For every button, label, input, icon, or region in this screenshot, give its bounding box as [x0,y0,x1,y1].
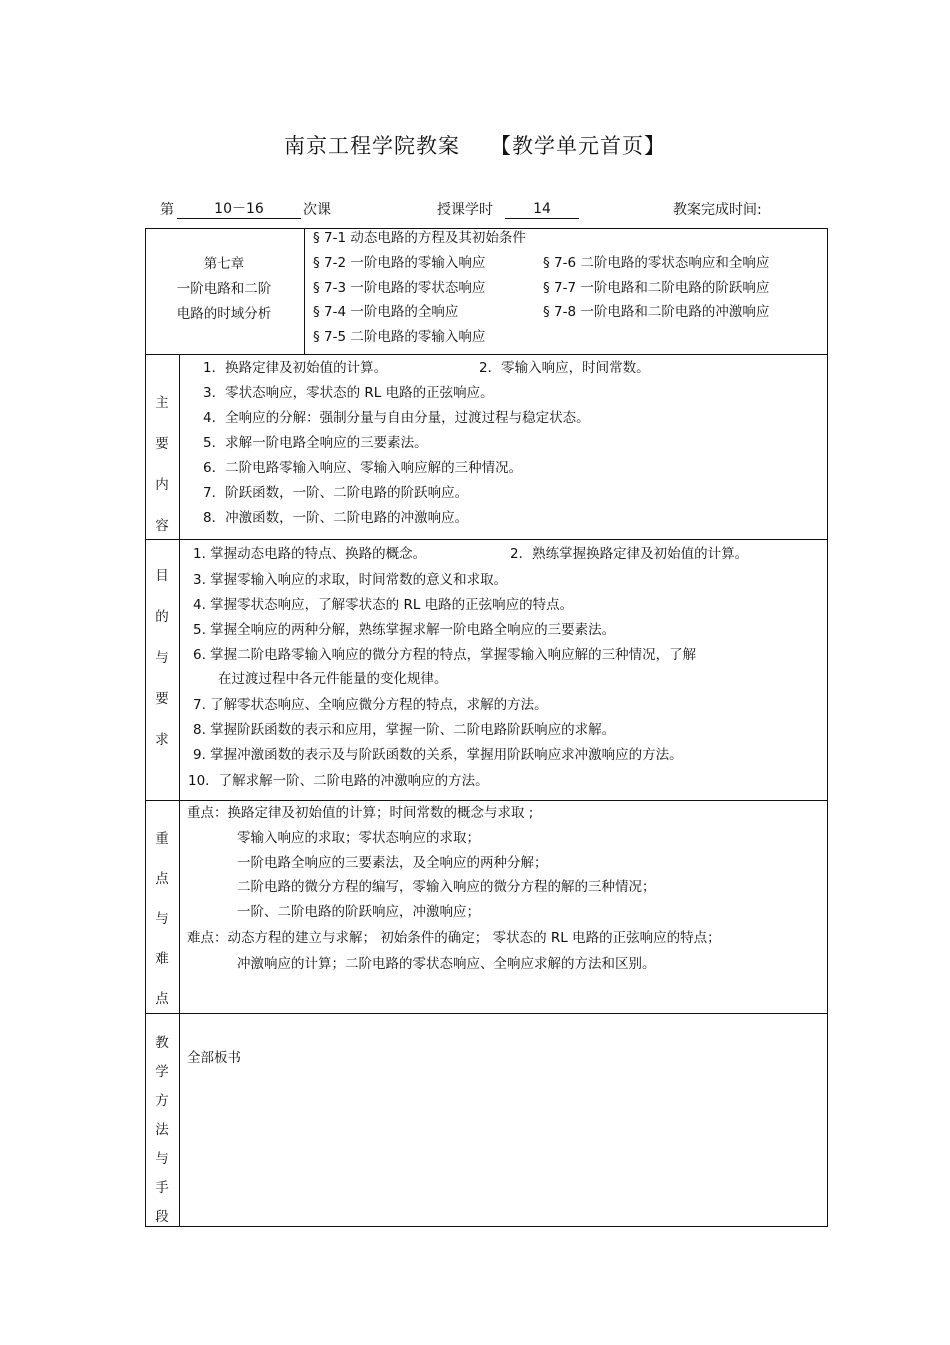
page-title [0,130,950,160]
section-item: § 7-2 一阶电路的零输入响应 [313,255,486,271]
objective-item: 6. 掌握二阶电路零输入响应的微分方程的特点，掌握零输入响应解的三种情况，了解 [193,647,697,663]
section-item: § 7-3 一阶电路的零状态响应 [313,280,486,296]
chapter-title [146,252,302,327]
section-item: § 7-8 一阶电路和二阶电路的冲激响应 [543,304,770,320]
row-divider [145,800,828,801]
completion-label: 教案完成时间: [673,202,762,218]
section-item: § 7-5 二阶电路的零输入响应 [313,329,486,345]
col-divider [304,228,305,354]
lesson-suffix: 次课 [303,202,331,218]
content-item: 1．换路定律及初始值的计算。 [203,360,388,376]
key-point-line: 零输入响应的求取；零状态响应的求取； [237,830,480,846]
hours-label: 授课学时 [437,202,493,218]
method-text: 全部板书 [187,1050,241,1066]
key-point-line: 一阶电路全响应的三要素法，及全响应的两种分解； [237,855,548,871]
hours-value-field: 14 [505,200,579,219]
objective-item: 3. 掌握零输入响应的求取，时间常数的意义和求取。 [193,572,508,588]
objective-item: 9. 掌握冲激函数的表示及与阶跃函数的关系，掌握用阶跃响应求冲激响应的方法。 [193,747,683,763]
row-divider [145,354,828,355]
content-item: 3．零状态响应，零状态的 RL 电路的正弦响应。 [203,385,494,401]
section-item: § 7-4 一阶电路的全响应 [313,304,459,320]
objective-item: 7. 了解零状态响应、全响应微分方程的特点，求解的方法。 [193,697,548,713]
content-item: 7．阶跃函数，一阶、二阶电路的阶跃响应。 [203,485,469,501]
section-item: § 7-1 动态电路的方程及其初始条件 [313,230,526,246]
key-point-line: 二阶电路的微分方程的编写，零输入响应的微分方程的解的三种情况； [237,879,656,895]
objective-item: 8. 掌握阶跃函数的表示和应用，掌握一阶、二阶电路阶跃响应的求解。 [193,722,616,738]
objective-item: 4. 掌握零状态响应，了解零状态的 RL 电路的正弦响应的特点。 [193,597,574,613]
objective-item: 2．熟练掌握换路定律及初始值的计算。 [510,546,749,562]
content-item: 8．冲激函数，一阶、二阶电路的冲激响应。 [203,510,469,526]
col-divider [179,354,180,1227]
title-sub: 【教学单元首页】 [490,134,666,158]
main-content-label: 主 要 内 容 [155,395,169,534]
objectives-label: 目 的 与 要 求 [155,568,169,748]
key-point-line: 一阶、二阶电路的阶跃响应，冲激响应； [237,904,480,920]
lesson-value-field: 10－16 [177,200,301,219]
chapter-line: 一阶电路和二阶 [176,281,272,297]
title-main: 南京工程学院教案 [284,134,460,158]
content-item: 6．二阶电路零输入响应、零输入响应解的三种情况。 [203,460,523,476]
content-item: 2．零输入响应，时间常数。 [479,360,650,376]
objective-item: 1. 掌握动态电路的特点、换路的概念。 [193,546,427,562]
key-point-line: 难点：动态方程的建立与求解； 初始条件的确定； 零状态的 RL 电路的正弦响应的特点； [187,930,721,946]
key-point-line: 重点：换路定律及初始值的计算；时间常数的概念与求取 ; [187,805,534,821]
key-point-line: 冲激响应的计算；二阶电路的零状态响应、全响应求解的方法和区别。 [237,956,656,972]
objective-item: 在过渡过程中各元件能量的变化规律。 [218,671,448,687]
lesson-prefix: 第 [160,202,174,218]
objective-item: 10．了解求解一阶、二阶电路的冲激响应的方法。 [188,773,489,789]
key-points-label: 重 点 与 难 点 [155,831,169,1007]
objective-item: 5. 掌握全响应的两种分解，熟练掌握求解一阶电路全响应的三要素法。 [193,622,616,638]
method-label: 教 学 方 法 与 手 段 [155,1035,169,1225]
row-divider [145,539,828,540]
section-item: § 7-6 二阶电路的零状态响应和全响应 [543,255,770,271]
row-divider [145,1013,828,1014]
content-item: 4．全响应的分解：强制分量与自由分量，过渡过程与稳定状态。 [203,410,590,426]
chapter-line: 第七章 [203,256,245,272]
chapter-line: 电路的时域分析 [176,306,272,322]
content-item: 5．求解一阶电路全响应的三要素法。 [203,435,428,451]
section-item: § 7-7 一阶电路和二阶电路的阶跃响应 [543,280,770,296]
